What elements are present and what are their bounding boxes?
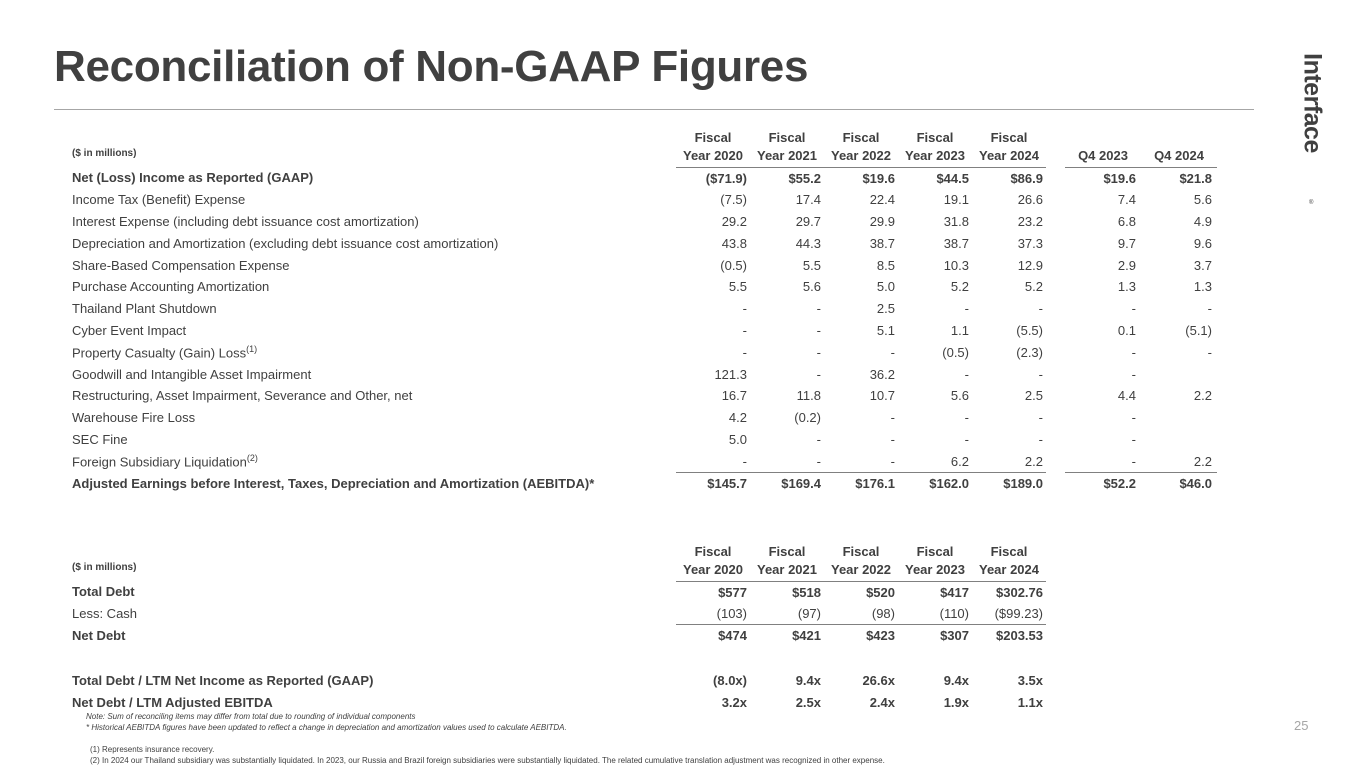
- value-cell: 1.3: [1117, 279, 1136, 295]
- value-cell: ($99.23): [972, 603, 1046, 625]
- row-label: Cyber Event Impact: [72, 322, 187, 338]
- value-cell: -: [742, 322, 747, 338]
- value-cell: 8.5: [876, 257, 895, 273]
- interface-logo: [1297, 40, 1327, 206]
- value-cell: 26.6x: [862, 672, 895, 688]
- value-cell: 5.0: [876, 279, 895, 295]
- value-cell: 5.5: [802, 257, 821, 273]
- value-cell: 2.4x: [869, 694, 895, 710]
- registered-mark: ®: [1309, 200, 1314, 206]
- value-cell: 5.2: [1024, 279, 1043, 295]
- rounding-note: Note: Sum of reconciling items may differ from total due to rounding of individual components: [86, 712, 416, 721]
- value-cell: 5.2: [950, 279, 969, 295]
- row-label: Net Debt / LTM Adjusted EBITDA: [72, 694, 273, 710]
- column-header: Fiscal Year 2022: [824, 537, 898, 581]
- row-label: SEC Fine: [72, 431, 128, 447]
- column-header: Q4 2023: [1065, 123, 1141, 167]
- footnote-marker: (1): [246, 344, 258, 355]
- unit-label: ($ in millions): [72, 148, 137, 159]
- row-label: Goodwill and Intangible Asset Impairment: [72, 366, 312, 382]
- value-cell: -: [742, 301, 747, 317]
- value-cell: -: [890, 410, 895, 426]
- footnote-marker: (2): [246, 453, 258, 464]
- value-cell: 9.6: [1193, 235, 1212, 251]
- value-cell: -: [816, 344, 821, 360]
- value-cell: 6.8: [1117, 213, 1136, 229]
- value-cell: $474: [718, 628, 747, 644]
- value-cell: $189.0: [1003, 475, 1043, 491]
- page-number: 25: [1294, 718, 1309, 733]
- value-cell: -: [1207, 344, 1212, 360]
- value-cell: (5.5): [1016, 322, 1043, 338]
- value-cell: $19.6: [862, 170, 895, 186]
- row-label: Warehouse Fire Loss: [72, 410, 196, 426]
- value-cell: 5.0: [728, 431, 747, 447]
- value-cell: 1.3: [1193, 279, 1212, 295]
- value-cell: 9.4x: [943, 672, 969, 688]
- value-cell: 4.4: [1117, 388, 1136, 404]
- value-cell: 36.2: [869, 366, 895, 382]
- value-cell: $518: [792, 584, 821, 600]
- value-cell: -: [1065, 450, 1141, 472]
- value-cell: 11.8: [796, 388, 821, 404]
- row-label: Purchase Accounting Amortization: [72, 279, 270, 295]
- value-cell: -: [742, 344, 747, 360]
- value-cell: 2.2: [972, 450, 1046, 472]
- value-cell: 0.1: [1117, 322, 1136, 338]
- value-cell: 2.2: [1141, 450, 1217, 472]
- aebitda-note: * Historical AEBITDA figures have been updated to reflect a change in depreciation and amortization values used to calculate AEBITDA.: [86, 723, 567, 732]
- value-cell: -: [1038, 410, 1043, 426]
- value-cell: 19.1: [943, 192, 969, 208]
- value-cell: 37.3: [1017, 235, 1043, 251]
- value-cell: -: [1207, 301, 1212, 317]
- value-cell: 2.5x: [795, 694, 821, 710]
- value-cell: 121.3: [714, 366, 747, 382]
- value-cell: $86.9: [1010, 170, 1043, 186]
- value-cell: -: [1038, 431, 1043, 447]
- footnotes: [90, 744, 885, 766]
- table-row: [54, 429, 1217, 451]
- value-cell: $203.53: [996, 628, 1043, 644]
- value-cell: $417: [940, 584, 969, 600]
- value-cell: (0.2): [794, 410, 821, 426]
- value-cell: $19.6: [1103, 170, 1136, 186]
- value-cell: (7.5): [720, 192, 747, 208]
- value-cell: -: [816, 322, 821, 338]
- table-row: [54, 472, 1217, 494]
- value-cell: $307: [940, 628, 969, 644]
- table-row: [54, 625, 1046, 647]
- value-cell: 9.7: [1117, 235, 1136, 251]
- value-cell: -: [964, 366, 969, 382]
- value-cell: 31.8: [943, 213, 969, 229]
- row-label: Adjusted Earnings before Interest, Taxes, Depreciation and Amortization (AEBITDA)*: [72, 475, 595, 491]
- column-header: Fiscal Year 2023: [898, 123, 972, 167]
- table-row: [54, 407, 1217, 429]
- row-label: Less: Cash: [72, 606, 138, 622]
- row-label: Income Tax (Benefit) Expense: [72, 192, 246, 208]
- table-row: [54, 298, 1217, 320]
- footnote-1: (1) Represents insurance recovery.: [90, 745, 215, 754]
- value-cell: 5.5: [728, 279, 747, 295]
- value-cell: $302.76: [996, 584, 1043, 600]
- table-notes: [86, 711, 567, 733]
- table-header-row: [54, 123, 1217, 167]
- row-label: Total Debt: [72, 584, 135, 600]
- value-cell: 23.2: [1017, 213, 1043, 229]
- value-cell: 5.6: [950, 388, 969, 404]
- column-header: Fiscal Year 2020: [676, 537, 750, 581]
- row-label: Property Casualty (Gain) Loss$^{(1)}$: [72, 344, 258, 361]
- value-cell: [1141, 429, 1217, 451]
- value-cell: $162.0: [929, 475, 969, 491]
- value-cell: -: [676, 450, 750, 472]
- value-cell: -: [890, 431, 895, 447]
- column-header: Fiscal Year 2021: [750, 537, 824, 581]
- column-header: Fiscal Year 2024: [972, 537, 1046, 581]
- table-row: [54, 581, 1046, 603]
- value-cell: -: [1131, 301, 1136, 317]
- table-row: [54, 189, 1217, 211]
- table-row: [54, 254, 1217, 276]
- value-cell: (0.5): [942, 344, 969, 360]
- table-row: [54, 341, 1217, 363]
- unit-label: ($ in millions): [72, 562, 137, 573]
- value-cell: 38.7: [869, 235, 895, 251]
- value-cell: (5.1): [1185, 322, 1212, 338]
- value-cell: -: [1131, 366, 1136, 382]
- value-cell: -: [1038, 366, 1043, 382]
- value-cell: (110): [898, 603, 972, 625]
- value-cell: $145.7: [707, 475, 747, 491]
- value-cell: $176.1: [855, 475, 895, 491]
- value-cell: $44.5: [936, 170, 969, 186]
- value-cell: 4.2: [728, 410, 747, 426]
- row-label: Net Debt: [72, 627, 126, 643]
- table-header-row: [54, 537, 1046, 581]
- value-cell: -: [1131, 410, 1136, 426]
- value-cell: 3.5x: [1017, 672, 1043, 688]
- column-header: Fiscal Year 2022: [824, 123, 898, 167]
- column-header: Fiscal Year 2021: [750, 123, 824, 167]
- value-cell: -: [964, 301, 969, 317]
- value-cell: 44.3: [795, 235, 821, 251]
- value-cell: 29.7: [795, 213, 821, 229]
- value-cell: 43.8: [721, 235, 747, 251]
- value-cell: (98): [824, 603, 898, 625]
- value-cell: 2.5: [1024, 388, 1043, 404]
- row-label: Thailand Plant Shutdown: [72, 301, 217, 317]
- row-label: Share-Based Compensation Expense: [72, 257, 290, 273]
- table-row: [54, 363, 1217, 385]
- value-cell: 26.6: [1017, 192, 1043, 208]
- value-cell: 17.4: [795, 192, 821, 208]
- column-header: Fiscal Year 2023: [898, 537, 972, 581]
- footnote-2: (2) In 2024 our Thailand subsidiary was substantially liquidated. In 2023, our Russia and Brazil foreign subsidiaries were substantially liquidated. The related cumulative translation adjustment was recognized in other expense.: [90, 756, 885, 765]
- value-cell: [1141, 363, 1217, 385]
- value-cell: (103): [676, 603, 750, 625]
- aebitda-reconciliation-table: [54, 123, 1217, 494]
- value-cell: 5.6: [1193, 192, 1212, 208]
- value-cell: -: [964, 431, 969, 447]
- value-cell: (97): [750, 603, 824, 625]
- value-cell: $577: [718, 584, 747, 600]
- row-label: Net (Loss) Income as Reported (GAAP): [72, 170, 314, 186]
- table-row: [54, 450, 1217, 472]
- value-cell: 4.9: [1193, 213, 1212, 229]
- logo-wordmark: Interface: [1298, 52, 1327, 153]
- table-row: [54, 669, 1046, 691]
- value-cell: $55.2: [788, 170, 821, 186]
- value-cell: -: [816, 301, 821, 317]
- row-label: Depreciation and Amortization (excluding debt issuance cost amortization): [72, 235, 499, 251]
- value-cell: -: [1131, 344, 1136, 360]
- table-row: [54, 232, 1217, 254]
- table-row: [54, 603, 1046, 625]
- value-cell: 12.9: [1017, 257, 1043, 273]
- value-cell: 29.2: [721, 213, 747, 229]
- value-cell: 16.7: [721, 388, 747, 404]
- value-cell: $52.2: [1103, 475, 1136, 491]
- value-cell: $21.8: [1179, 170, 1212, 186]
- value-cell: ($71.9): [705, 170, 747, 186]
- page-title: Reconciliation of Non-GAAP Figures: [54, 42, 809, 91]
- table-row: [54, 385, 1217, 407]
- row-label: Foreign Subsidiary Liquidation$^{(2)}$: [72, 453, 258, 470]
- title-divider: [54, 109, 1254, 110]
- value-cell: 1.1x: [1017, 694, 1043, 710]
- value-cell: $169.4: [781, 475, 821, 491]
- value-cell: $421: [792, 628, 821, 644]
- table-row: [54, 276, 1217, 298]
- value-cell: $46.0: [1179, 475, 1212, 491]
- value-cell: $520: [866, 584, 895, 600]
- column-header: Fiscal Year 2020: [676, 123, 750, 167]
- value-cell: 7.4: [1117, 192, 1136, 208]
- value-cell: -: [824, 450, 898, 472]
- value-cell: 2.9: [1117, 257, 1136, 273]
- value-cell: -: [964, 410, 969, 426]
- value-cell: $423: [866, 628, 895, 644]
- value-cell: -: [750, 450, 824, 472]
- value-cell: 10.3: [943, 257, 969, 273]
- value-cell: 3.2x: [721, 694, 747, 710]
- net-debt-table: [54, 537, 1046, 713]
- value-cell: (0.5): [720, 257, 747, 273]
- value-cell: 10.7: [869, 388, 895, 404]
- value-cell: (2.3): [1016, 344, 1043, 360]
- value-cell: -: [890, 344, 895, 360]
- value-cell: 9.4x: [795, 672, 821, 688]
- column-header: Fiscal Year 2024: [972, 123, 1046, 167]
- value-cell: 1.1: [950, 322, 969, 338]
- value-cell: -: [1038, 301, 1043, 317]
- table-row: [54, 167, 1217, 189]
- value-cell: 3.7: [1193, 257, 1212, 273]
- table-row: [54, 691, 1046, 713]
- value-cell: 2.5: [876, 301, 895, 317]
- table-row: [54, 211, 1217, 233]
- row-label: Restructuring, Asset Impairment, Severance and Other, net: [72, 388, 413, 404]
- value-cell: 38.7: [943, 235, 969, 251]
- value-cell: 5.1: [876, 322, 895, 338]
- table-row: [54, 320, 1217, 342]
- row-label: Interest Expense (including debt issuance cost amortization): [72, 213, 419, 229]
- value-cell: 2.2: [1193, 388, 1212, 404]
- row-label: Total Debt / LTM Net Income as Reported (GAAP): [72, 672, 374, 688]
- column-header: Q4 2024: [1141, 123, 1217, 167]
- value-cell: 22.4: [869, 192, 895, 208]
- value-cell: 6.2: [898, 450, 972, 472]
- value-cell: 5.6: [802, 279, 821, 295]
- value-cell: [1141, 407, 1217, 429]
- value-cell: 1.9x: [943, 694, 969, 710]
- value-cell: -: [1131, 431, 1136, 447]
- value-cell: (8.0x): [713, 672, 747, 688]
- value-cell: -: [816, 366, 821, 382]
- value-cell: 29.9: [869, 213, 895, 229]
- value-cell: -: [816, 431, 821, 447]
